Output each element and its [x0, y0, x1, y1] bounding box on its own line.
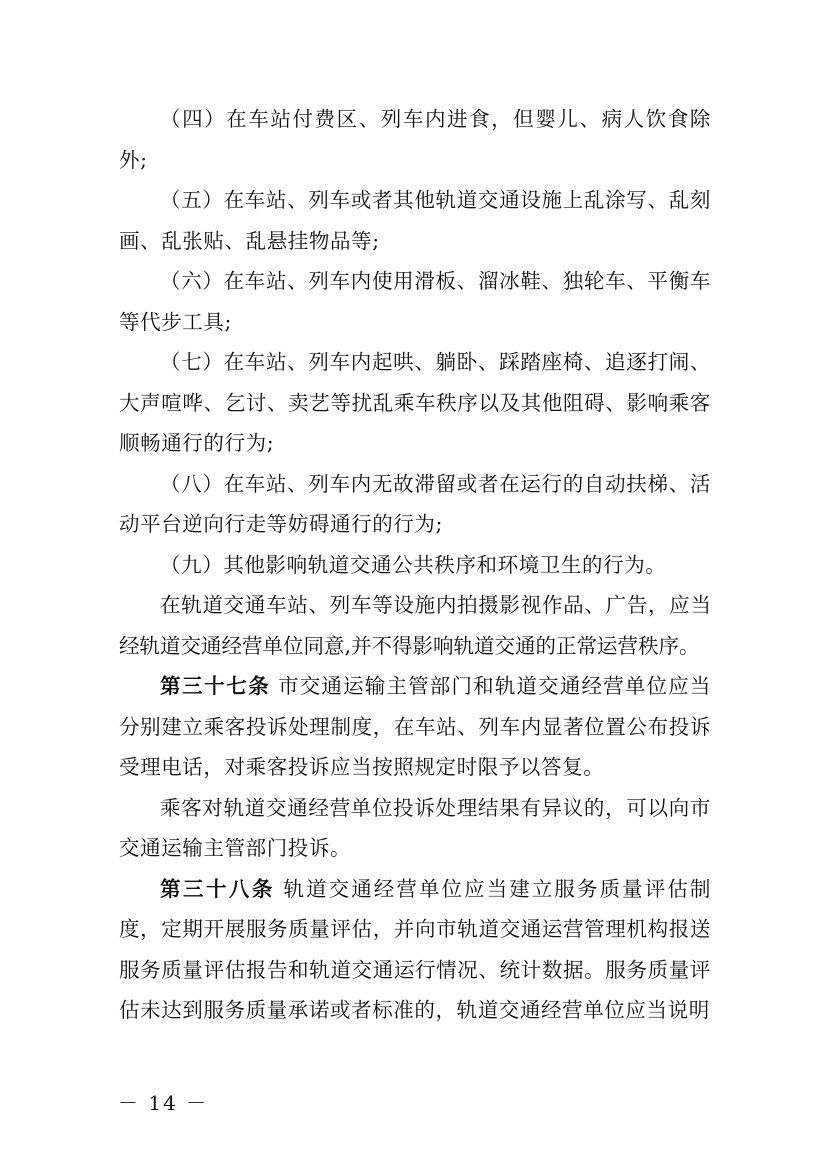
article-37-title: 第三十七条 [160, 674, 271, 698]
paragraph-item-8: （八）在车站、列车内无故滞留或者在运行的自动扶梯、活动平台逆向行走等妨碍通行的行为; [119, 471, 711, 536]
paragraph-item-6: （六）在车站、列车内使用滑板、溜冰鞋、独轮车、平衡车等代步工具; [119, 269, 711, 334]
paragraph-filming: 在轨道交通车站、列车等设施内拍摄影视作品、广告，应当经轨道交通经营单位同意,并不得影响轨道交通的正常运营秩序。 [119, 593, 711, 658]
article-37-text: 市交通运输主管部门和轨道交通经营单位应当分别建立乘客投诉处理制度，在车站、列车内显著位置公布投诉受理电话，对乘客投诉应当按照规定时限予以答复。 [119, 674, 712, 779]
body-text [119, 99, 711, 1031]
paragraph-item-7: （七）在车站、列车内起哄、躺卧、踩踏座椅、追逐打闹、大声喧哗、乞讨、卖艺等扰乱乘车秩序以及其他阻碍、影响乘客顺畅通行的行为; [119, 350, 711, 455]
page-number: － 14 － [118, 1091, 209, 1115]
article-38-title: 第三十八条 [160, 876, 275, 901]
paragraph-complaint-appeal: 乘客对轨道交通经营单位投诉处理结果有异议的，可以向市交通运输主管部门投诉。 [119, 795, 711, 860]
paragraph-item-4: （四）在车站付费区、列车内进食，但婴儿、病人饮食除外; [119, 107, 711, 172]
article-38 [119, 869, 711, 1031]
article-38-text: 轨道交通经营单位应当建立服务质量评估制度，定期开展服务质量评估，并向市轨道交通运营管理机构报送服务质量评估报告和轨道交通运行情况、统计数据。服务质量评估未达到服务质量承诺或者标准的，轨道交通经营单位应当说明 [119, 876, 712, 1022]
paragraph-item-9: （九）其他影响轨道交通公共秩序和环境卫生的行为。 [160, 552, 667, 577]
paragraph-item-5: （五）在车站、列车或者其他轨道交通设施上乱涂写、乱刻画、乱张贴、乱悬挂物品等; [119, 188, 711, 253]
article-37 [119, 666, 711, 788]
